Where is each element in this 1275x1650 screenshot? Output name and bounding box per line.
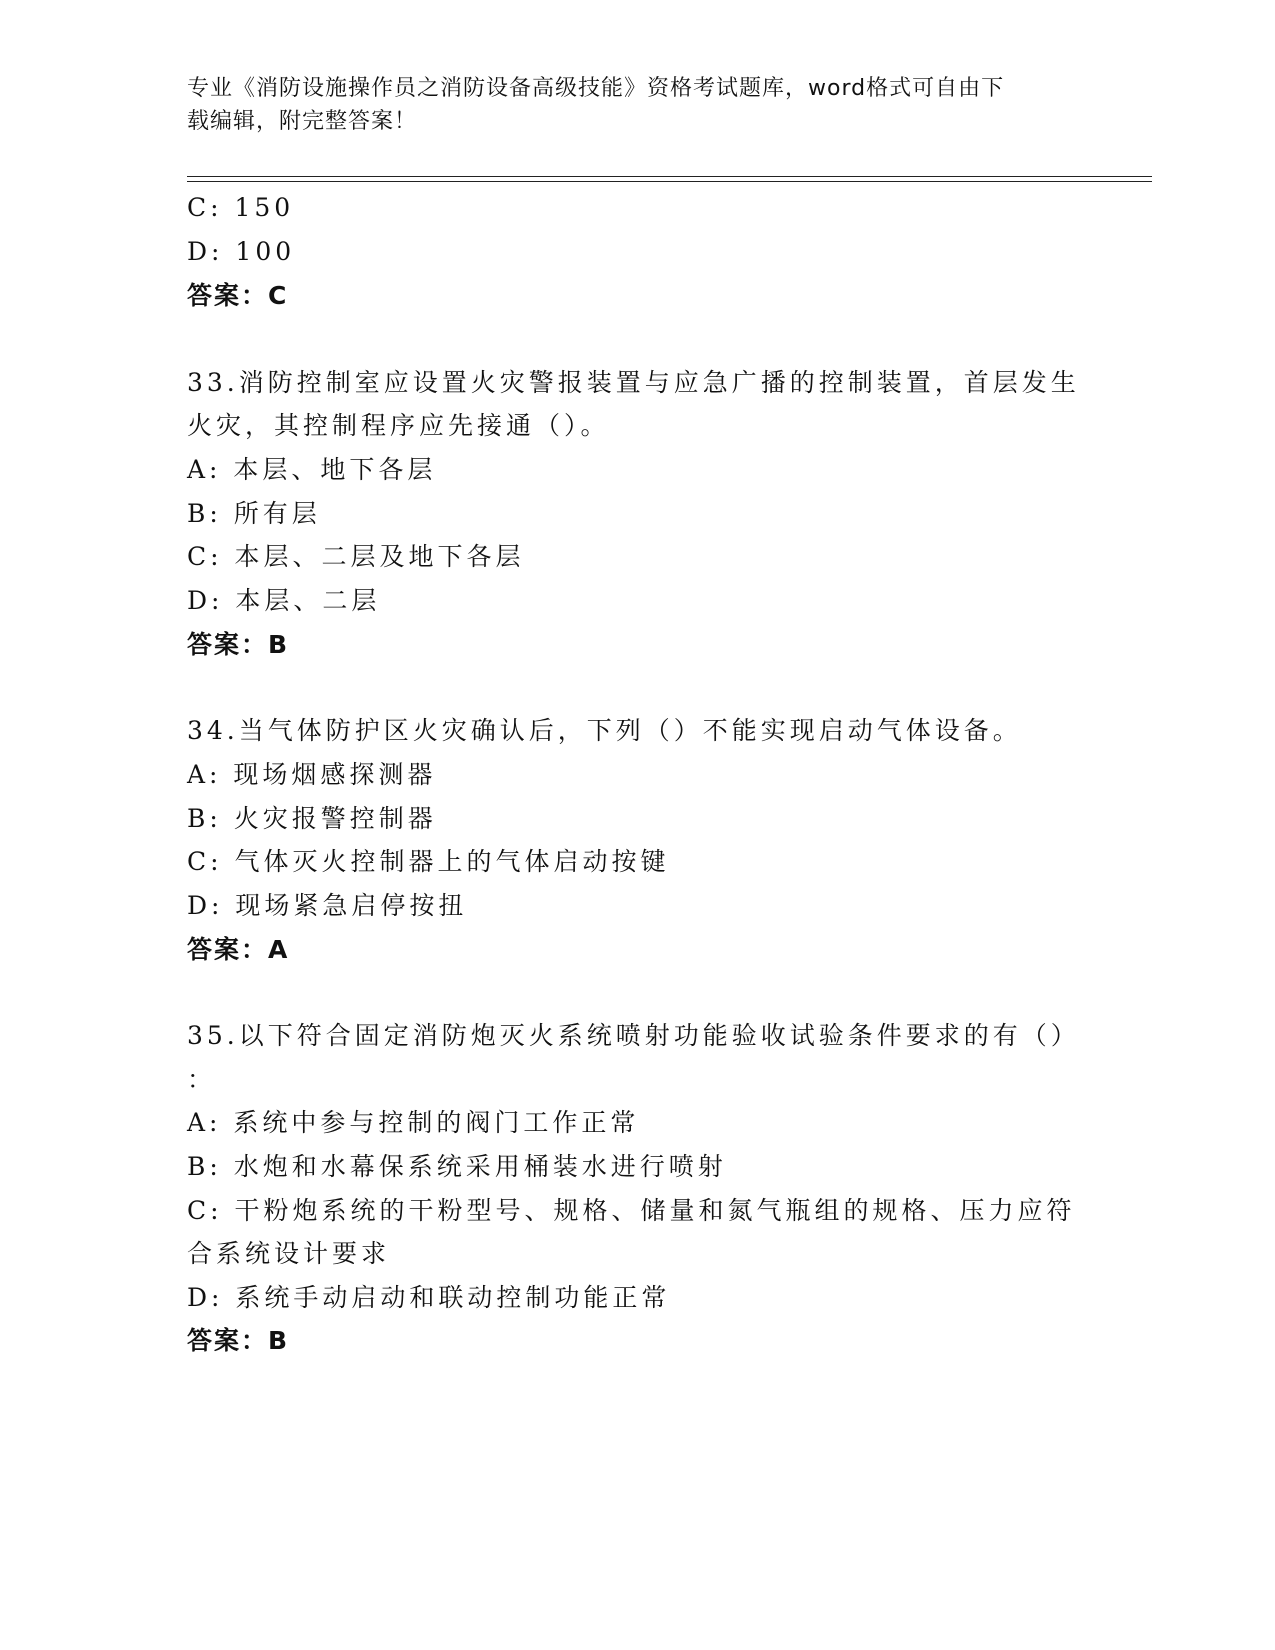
q35-stem-line-2: ： bbox=[187, 1065, 217, 1094]
q34-option-c: C: 气体灭火控制器上的气体启动按键 bbox=[187, 847, 670, 876]
q34-option-a: A: 现场烟感探测器 bbox=[187, 760, 437, 789]
q33-option-c: C: 本层、二层及地下各层 bbox=[187, 542, 525, 571]
q33-stem-line-1: 33.消防控制室应设置火灾警报装置与应急广播的控制装置，首层发生 bbox=[187, 368, 1080, 397]
q33-answer: 答案：B bbox=[187, 630, 290, 659]
q35-option-c-line-2: 合系统设计要求 bbox=[187, 1239, 391, 1268]
q34-answer: 答案：A bbox=[187, 935, 290, 964]
q33-stem-line-2: 火灾，其控制程序应先接通（）。 bbox=[187, 411, 610, 440]
q33-option-b: B: 所有层 bbox=[187, 499, 321, 528]
q35-answer: 答案：B bbox=[187, 1326, 290, 1355]
q35-option-c-line-1: C: 干粉炮系统的干粉型号、规格、储量和氮气瓶组的规格、压力应符 bbox=[187, 1196, 1076, 1225]
header-line-1: 专业《消防设施操作员之消防设备高级技能》资格考试题库，word格式可自由下 bbox=[187, 76, 1005, 101]
prev-option-d: D: 100 bbox=[187, 237, 296, 266]
q33-option-d: D: 本层、二层 bbox=[187, 586, 381, 615]
q34-option-d: D: 现场紧急启停按扭 bbox=[187, 891, 468, 920]
header-divider-top bbox=[187, 176, 1152, 177]
prev-answer: 答案：C bbox=[187, 281, 289, 310]
document-header bbox=[187, 72, 1067, 138]
q35-option-d: D: 系统手动启动和联动控制功能正常 bbox=[187, 1283, 671, 1312]
q35-option-b: B: 水炮和水幕保系统采用桶装水进行喷射 bbox=[187, 1152, 727, 1181]
q33-option-a: A: 本层、地下各层 bbox=[187, 455, 437, 484]
q35-option-a: A: 系统中参与控制的阀门工作正常 bbox=[187, 1108, 640, 1137]
q34-stem-line-1: 34.当气体防护区火灾确认后，下列（）不能实现启动气体设备。 bbox=[187, 716, 1022, 745]
q34-option-b: B: 火灾报警控制器 bbox=[187, 804, 437, 833]
header-line-2: 载编辑，附完整答案！ bbox=[187, 109, 418, 134]
prev-option-c: C: 150 bbox=[187, 193, 295, 222]
header-divider-bottom bbox=[187, 181, 1152, 182]
q35-stem-line-1: 35.以下符合固定消防炮灭火系统喷射功能验收试验条件要求的有（） bbox=[187, 1021, 1080, 1050]
